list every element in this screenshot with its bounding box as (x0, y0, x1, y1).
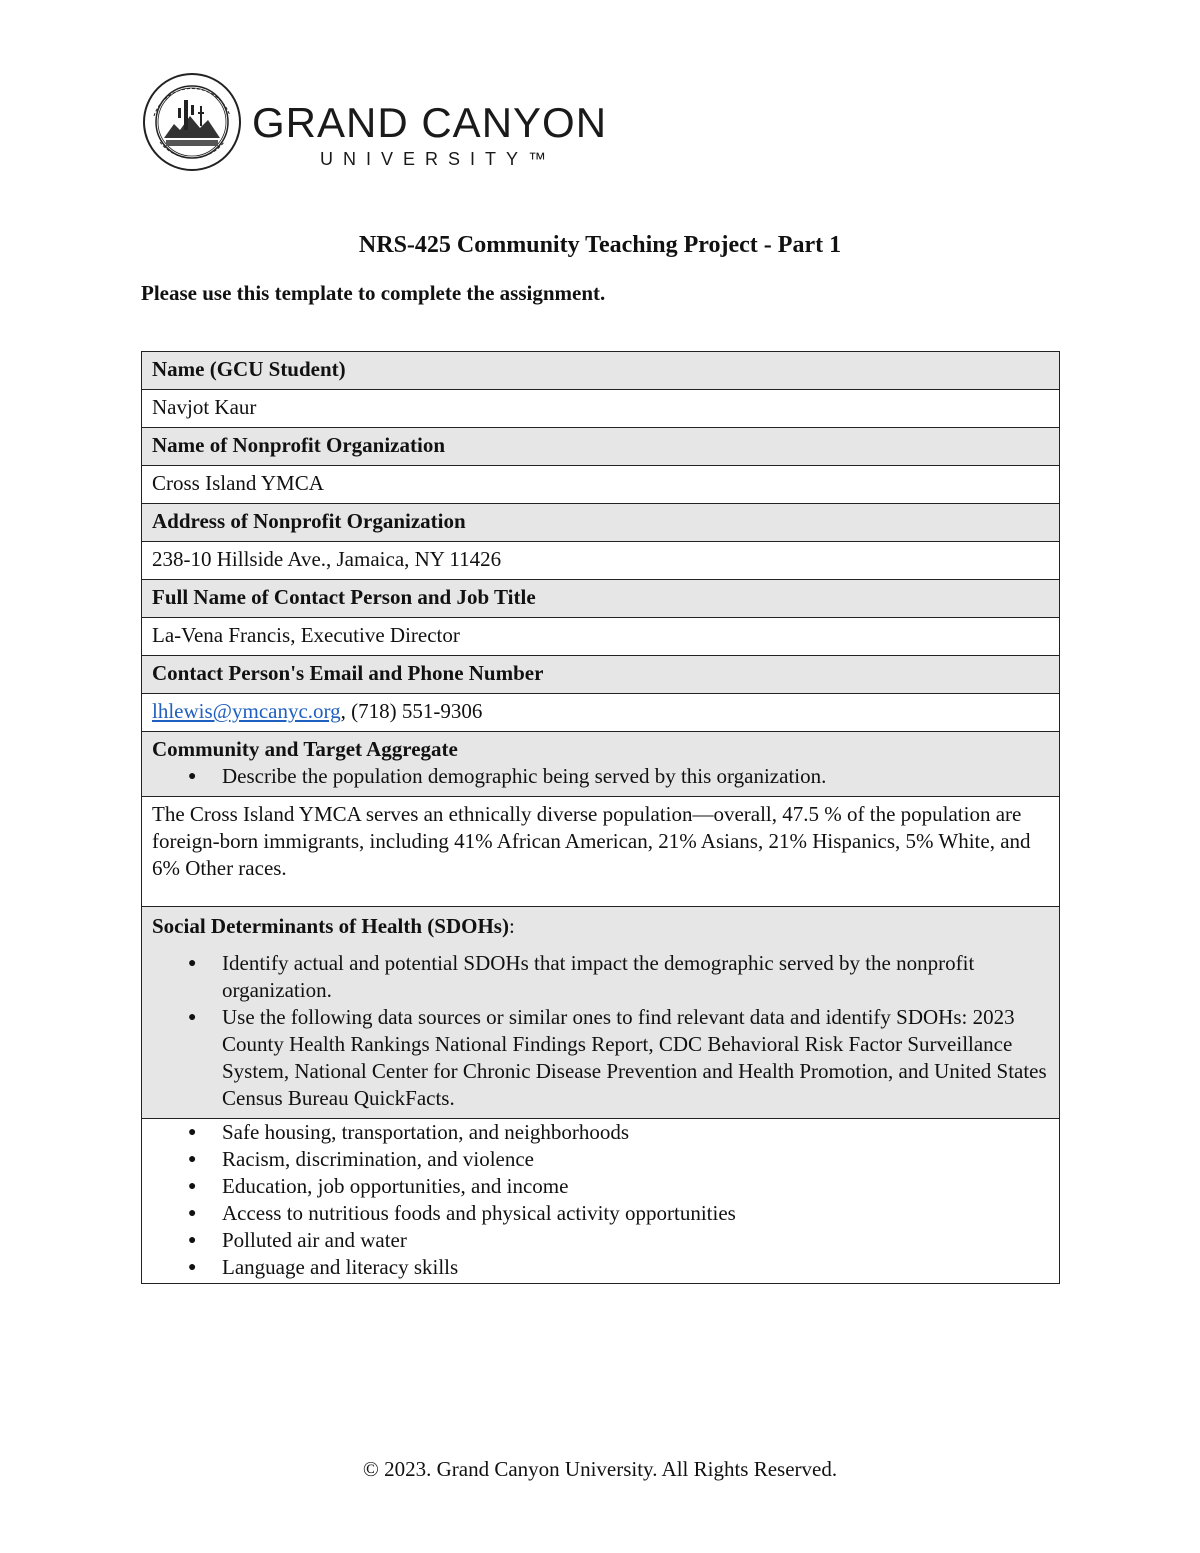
table-row (142, 618, 1060, 656)
table-row (142, 797, 1060, 907)
contact-email-label: Contact Person's Email and Phone Number (142, 656, 1060, 694)
sdoh-answers-cell (142, 1119, 1060, 1284)
list-item: ● Describe the population demographic being served by this organization. (222, 763, 1049, 790)
table-row (142, 542, 1060, 580)
org-name-label: Name of Nonprofit Organization (142, 428, 1060, 466)
logo-wordmark-line1: GRAND CANYON (252, 99, 608, 146)
aggregate-value: The Cross Island YMCA serves an ethnically diverse population—overall, 47.5 % of the population are foreign-born immigrants, including 41% African American, 21% Asians, 21% Hispanics, 5% White, and 6% Other races. (142, 797, 1060, 907)
aggregate-label: Community and Target Aggregate (152, 737, 458, 761)
table-row (142, 580, 1060, 618)
list-item: ● Polluted air and water (222, 1227, 1049, 1254)
table-row (142, 428, 1060, 466)
table-row (142, 694, 1060, 732)
project-form-table (141, 351, 1060, 1284)
sdoh-header-cell (142, 907, 1060, 1119)
contact-person-label: Full Name of Contact Person and Job Title (142, 580, 1060, 618)
contact-phone: , (718) 551-9306 (340, 699, 483, 723)
aggregate-header-cell (142, 732, 1060, 797)
list-item: ● Access to nutritious foods and physical activity opportunities (222, 1200, 1049, 1227)
table-row (142, 907, 1060, 1119)
table-row (142, 466, 1060, 504)
student-name-label: Name (GCU Student) (142, 352, 1060, 390)
logo-wordmark-line2: UNIVERSITY™ (320, 149, 557, 169)
contact-email-link[interactable]: lhlewis@ymcanyc.org (152, 699, 341, 723)
table-row (142, 390, 1060, 428)
table-row (142, 656, 1060, 694)
student-name-value: Navjot Kaur (142, 390, 1060, 428)
page-title: NRS-425 Community Teaching Project - Part 1 (358, 232, 842, 258)
list-item: ● Racism, discrimination, and violence (222, 1146, 1049, 1173)
sdoh-instructions-list (152, 950, 1049, 1112)
list-item: ● Safe housing, transportation, and neighborhoods (222, 1119, 1049, 1146)
table-row (142, 1119, 1060, 1284)
org-address-label: Address of Nonprofit Organization (142, 504, 1060, 542)
list-item: ● Education, job opportunities, and income (222, 1173, 1049, 1200)
table-row (142, 352, 1060, 390)
sdoh-answers-list (152, 1119, 1049, 1281)
sdoh-label: Social Determinants of Health (SDOHs) (152, 914, 509, 938)
list-item: ● Language and literacy skills (222, 1254, 1049, 1281)
copyright-footer: © 2023. Grand Canyon University. All Rights Reserved. (362, 1457, 838, 1481)
list-item: ● Use the following data sources or similar ones to find relevant data and identify SDOHs: 2023 County Health Rankings National Findings Report, CDC Behavioral Risk Factor Surveillance System, National Center for Chronic Disease Prevention and Health Promotion, and United States Census Bureau QuickFacts. (222, 1004, 1049, 1112)
contact-email-cell (142, 694, 1060, 732)
aggregate-instructions-list (152, 763, 1049, 790)
table-row (142, 732, 1060, 797)
table-row (142, 504, 1060, 542)
sdoh-label-colon: : (508, 914, 515, 938)
instruction-text: Please use this template to complete the assignment. (141, 281, 606, 305)
list-item: ● Identify actual and potential SDOHs that impact the demographic served by the nonprofit organization. (222, 950, 1049, 1004)
org-address-value: 238-10 Hillside Ave., Jamaica, NY 11426 (142, 542, 1060, 580)
contact-person-value: La-Vena Francis, Executive Director (142, 618, 1060, 656)
gcu-logo (140, 72, 610, 172)
gcu-seal-icon (140, 72, 246, 172)
org-name-value: Cross Island YMCA (142, 466, 1060, 504)
